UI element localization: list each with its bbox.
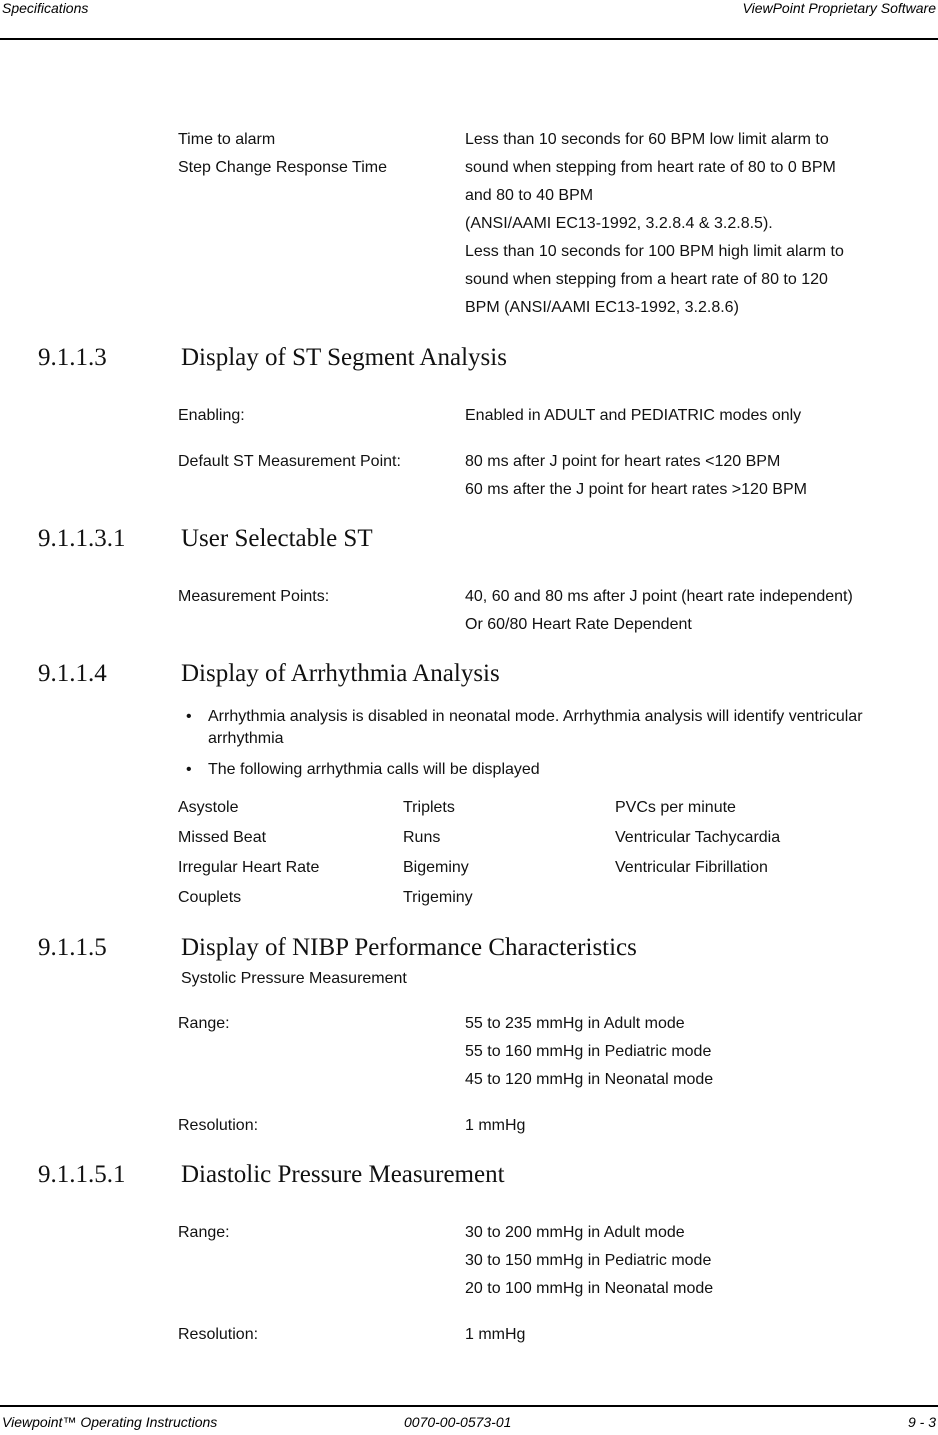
range-line: 55 to 235 mmHg in Adult mode [465, 1015, 685, 1032]
resolution-value: 1 mmHg [465, 1326, 526, 1343]
footer-manual-title: Viewpoint™ Operating Instructions [2, 1414, 218, 1430]
arrhythmia-call: Ventricular Fibrillation [615, 859, 768, 876]
page-number: 9 - 3 [907, 1414, 936, 1430]
default-st-line: 60 ms after the J point for heart rates >120 BPM [465, 481, 807, 498]
header-divider [0, 38, 938, 40]
alarm-value-line: sound when stepping from heart rate of 80 to 0 BPM [465, 159, 836, 176]
time-to-alarm-label: Time to alarm [178, 131, 276, 148]
arrhythmia-column [615, 796, 780, 886]
subheading: Systolic Pressure Measurement [181, 970, 407, 987]
section-number: 9.1.1.3 [38, 344, 107, 371]
default-st-label: Default ST Measurement Point: [178, 453, 401, 470]
arrhythmia-call: Asystole [178, 799, 239, 816]
resolution-label: Resolution: [178, 1117, 259, 1134]
section-title: Display of NIBP Performance Characteristics [181, 934, 637, 961]
section-number: 9.1.1.4 [38, 660, 107, 687]
arrhythmia-call: Irregular Heart Rate [178, 859, 320, 876]
enabling-label: Enabling: [178, 407, 245, 424]
alarm-value-line: sound when stepping from a heart rate of 80 to 120 [465, 271, 828, 288]
default-st-value [465, 448, 905, 504]
arrhythmia-call: Couplets [178, 889, 242, 906]
arrhythmia-column [403, 796, 473, 916]
bullet-icon: • [186, 761, 192, 778]
header-product-name: ViewPoint Proprietary Software [742, 0, 936, 16]
default-st-line: 80 ms after J point for heart rates <120 BPM [465, 453, 781, 470]
section-title: Diastolic Pressure Measurement [181, 1161, 505, 1188]
alarm-value-line: (ANSI/AAMI EC13-1992, 3.2.8.4 & 3.2.8.5). [465, 215, 773, 232]
range-line: 45 to 120 mmHg in Neonatal mode [465, 1071, 714, 1088]
alarm-value [465, 126, 905, 322]
alarm-value-line: Less than 10 seconds for 100 BPM high limit alarm to [465, 243, 844, 260]
range-value [465, 1219, 905, 1303]
bullet-icon: • [186, 708, 192, 725]
arrhythmia-call: Trigeminy [403, 889, 473, 906]
arrhythmia-call: Runs [403, 829, 441, 846]
arrhythmia-call: Missed Beat [178, 829, 267, 846]
step-change-label: Step Change Response Time [178, 159, 388, 176]
alarm-value-line: Less than 10 seconds for 60 BPM low limit alarm to [465, 131, 829, 148]
alarm-value-line: BPM (ANSI/AAMI EC13-1992, 3.2.8.6) [465, 299, 739, 316]
header-section-name: Specifications [2, 0, 89, 16]
footer-part-number: 0070-00-0573-01 [404, 1414, 512, 1430]
range-line: 20 to 100 mmHg in Neonatal mode [465, 1280, 714, 1297]
range-line: 30 to 200 mmHg in Adult mode [465, 1224, 685, 1241]
section-number: 9.1.1.5.1 [38, 1161, 126, 1188]
range-line: 30 to 150 mmHg in Pediatric mode [465, 1252, 712, 1269]
arrhythmia-call: Ventricular Tachycardia [615, 829, 781, 846]
measurement-points-label: Measurement Points: [178, 588, 330, 605]
arrhythmia-call: PVCs per minute [615, 799, 736, 816]
range-line: 55 to 160 mmHg in Pediatric mode [465, 1043, 712, 1060]
section-number: 9.1.1.3.1 [38, 525, 126, 552]
footer-divider [0, 1405, 938, 1407]
alarm-value-line: and 80 to 40 BPM [465, 187, 594, 204]
measurement-points-value [465, 583, 925, 639]
range-label: Range: [178, 1015, 230, 1032]
measurement-points-line: 40, 60 and 80 ms after J point (heart rate independent) [465, 588, 853, 605]
bullet-item [186, 706, 876, 750]
measurement-points-line: Or 60/80 Heart Rate Dependent [465, 616, 692, 633]
bullet-text: The following arrhythmia calls will be displayed [208, 761, 540, 778]
arrhythmia-call: Triplets [403, 799, 455, 816]
resolution-label: Resolution: [178, 1326, 259, 1343]
arrhythmia-call: Bigeminy [403, 859, 469, 876]
bullet-item [186, 759, 876, 781]
alarm-labels [178, 126, 387, 182]
section-title: Display of ST Segment Analysis [181, 344, 507, 371]
resolution-value: 1 mmHg [465, 1117, 526, 1134]
section-title: Display of Arrhythmia Analysis [181, 660, 500, 687]
bullet-text: Arrhythmia analysis is disabled in neonatal mode. Arrhythmia analysis will identify ventricular arrhythmia [208, 708, 863, 747]
range-value [465, 1010, 905, 1094]
section-number: 9.1.1.5 [38, 934, 107, 961]
bullet-list [186, 706, 876, 790]
enabling-value: Enabled in ADULT and PEDIATRIC modes only [465, 407, 802, 424]
section-title: User Selectable ST [181, 525, 373, 552]
arrhythmia-column [178, 796, 319, 916]
range-label: Range: [178, 1224, 230, 1241]
